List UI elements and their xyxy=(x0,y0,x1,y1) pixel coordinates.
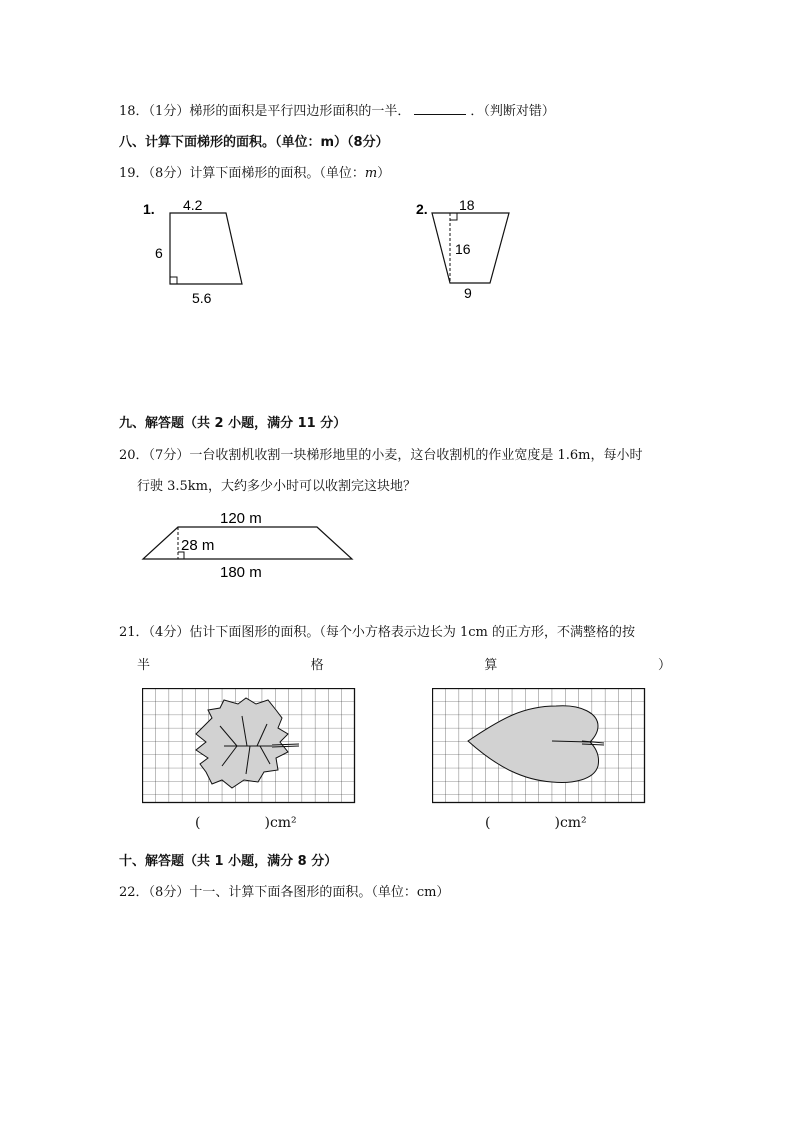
section-10-title: 十、解答题（共 1 小题，满分 8 分） xyxy=(119,854,338,869)
trapezoid-shape xyxy=(143,527,352,559)
bottom-base-label: 180 m xyxy=(220,564,262,581)
question-text: 估计下面图形的面积。（每个小方格表示边长为 1cm 的正方形，不满整格的按 xyxy=(189,625,635,640)
question-21-line-2 xyxy=(137,654,671,673)
right-angle-mark xyxy=(450,213,457,220)
answer-unit: cm² xyxy=(269,815,297,831)
text-fragment: 格 xyxy=(310,658,324,673)
question-score: （8分） xyxy=(148,166,190,181)
text-fragment: 半 xyxy=(137,658,151,673)
answer-close-paren: ) xyxy=(264,815,270,831)
question-number: 22． xyxy=(119,885,149,900)
bottom-base-label: 5.6 xyxy=(192,290,212,306)
text-fragment: ） xyxy=(657,658,671,673)
question-number: 18． xyxy=(119,104,149,119)
top-base-label: 4.2 xyxy=(183,197,203,213)
question-number: 21． xyxy=(119,625,149,640)
question-score: （4分） xyxy=(148,625,190,640)
question-text: 梯形的面积是平行四边形面积的一半． xyxy=(189,104,411,119)
section-8-title: 八、计算下面梯形的面积。（单位：m）（8分） xyxy=(119,135,389,150)
leaf-grid-1 xyxy=(142,688,356,804)
question-score: （1分） xyxy=(148,104,190,119)
question-text: 一台收割机收割一块梯形地里的小麦，这台收割机的作业宽度是 1.6m，每小时 xyxy=(189,448,643,463)
leaf-1-answer xyxy=(195,815,297,831)
figure-label: 2. xyxy=(416,201,428,217)
unit: m xyxy=(364,166,378,181)
question-text: 十一、计算下面各图形的面积。（单位：cm） xyxy=(189,885,450,900)
section-9-title: 九、解答题（共 2 小题，满分 11 分） xyxy=(119,416,347,431)
question-text: 计算下面梯形的面积。（单位： xyxy=(189,166,365,181)
question-score: （8分） xyxy=(148,885,190,900)
question-suffix: ．（判断对错） xyxy=(470,104,555,119)
answer-close-paren: ) xyxy=(554,815,560,831)
question-21-line-1 xyxy=(119,623,635,643)
top-base-label: 120 m xyxy=(220,510,262,527)
leaf-2-answer xyxy=(485,815,587,831)
trapezoid-shape xyxy=(170,213,242,284)
text-fragment: 算 xyxy=(484,658,498,673)
height-label: 16 xyxy=(455,241,471,257)
field-trapezoid-figure xyxy=(140,506,360,584)
leaf-grid-2 xyxy=(432,688,646,804)
figure-label: 1. xyxy=(143,201,155,217)
right-angle-mark xyxy=(170,277,177,284)
answer-blank[interactable] xyxy=(414,102,466,115)
question-18 xyxy=(119,102,555,122)
answer-unit: cm² xyxy=(559,815,587,831)
question-19 xyxy=(119,164,390,184)
close-paren: ） xyxy=(377,166,391,181)
bottom-base-label: 9 xyxy=(464,285,472,301)
question-20-line-1 xyxy=(119,446,642,466)
height-label: 6 xyxy=(155,245,163,261)
question-20-line-2: 行驶 3.5km，大约多少小时可以收割完这块地？ xyxy=(137,479,417,494)
question-score: （7分） xyxy=(148,448,190,463)
height-label: 28 m xyxy=(181,537,215,554)
answer-open-paren: ( xyxy=(195,815,201,831)
question-number: 19． xyxy=(119,166,149,181)
answer-open-paren: ( xyxy=(485,815,491,831)
question-22 xyxy=(119,883,449,903)
trapezoid-figure-2 xyxy=(412,194,522,304)
question-number: 20． xyxy=(119,448,149,463)
top-base-label: 18 xyxy=(459,197,475,213)
trapezoid-figure-1 xyxy=(135,194,265,309)
